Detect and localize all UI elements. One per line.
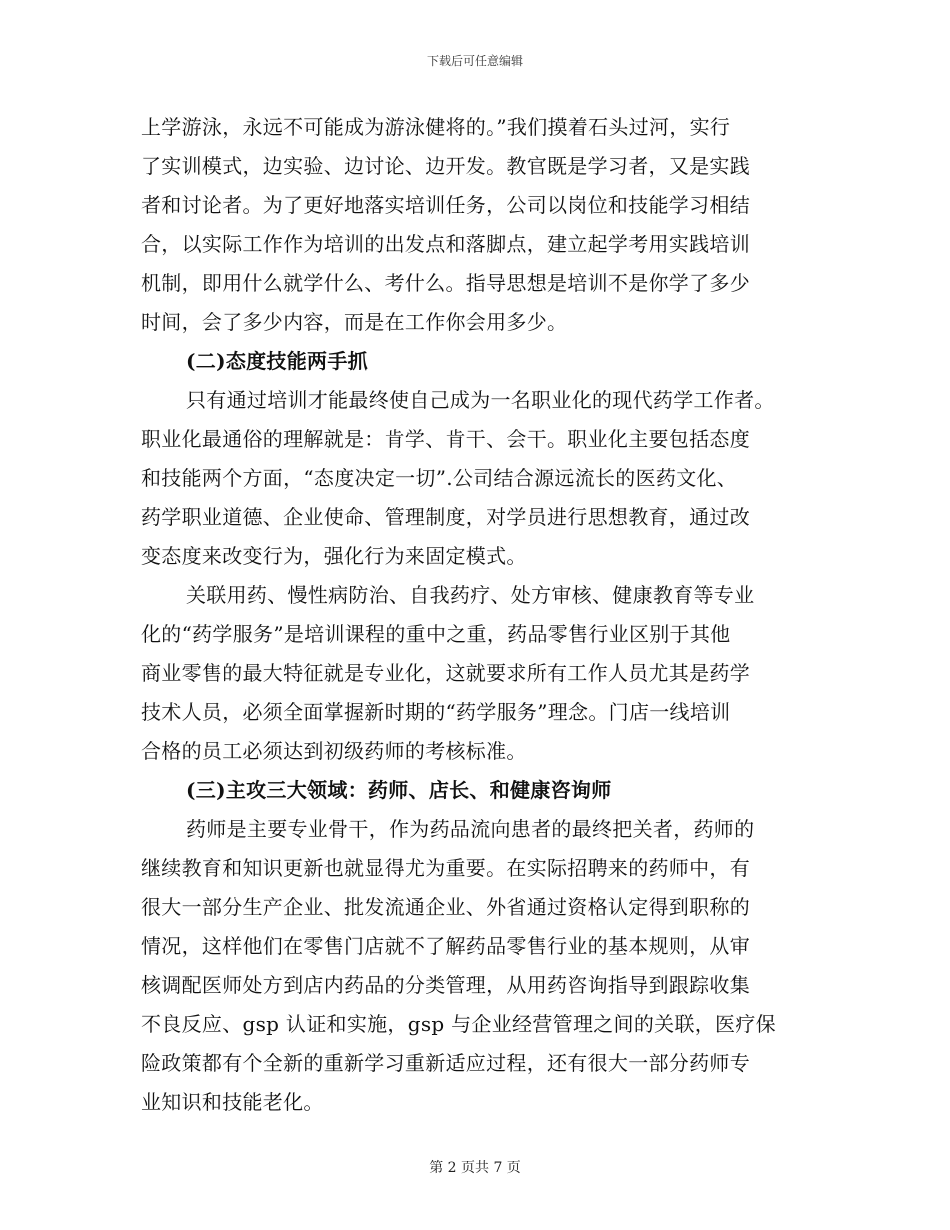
paragraph-line: 者和讨论者。为了更好地落实培训任务，公司以岗位和技能学习相结 [141, 193, 750, 217]
page-footer: 第 2 页共 7 页 [429, 1160, 521, 1176]
paragraph-line: 技术人员，必须全面掌握新时期的“药学服务”理念。门店一线培训 [141, 700, 731, 724]
paragraph-line: 核调配医师处方到店内药品的分类管理，从用药咨询指导到跟踪收集 [141, 973, 750, 997]
paragraph-line: 只有通过培训才能最终使自己成为一名职业化的现代药学工作者。 [186, 388, 775, 412]
paragraph-line: 合，以实际工作作为培训的出发点和落脚点，建立起学考用实践培训 [141, 232, 750, 256]
paragraph-line: 职业化最通俗的理解就是：肯学、肯干、会干。职业化主要包括态度 [141, 427, 750, 451]
paragraph-line: 了实训模式，边实验、边讨论、边开发。教官既是学习者，又是实践 [141, 154, 750, 178]
document-body [141, 108, 811, 1122]
paragraph-line: 继续教育和知识更新也就显得尤为重要。在实际招聘来的药师中，有 [141, 856, 750, 880]
paragraph-line: 合格的员工必须达到初级药师的考核标准。 [141, 739, 527, 763]
paragraph-line: 不良反应、gsp 认证和实施，gsp 与企业经营管理之间的关联，医疗保 [141, 1012, 776, 1036]
paragraph-line: 变态度来改变行为，强化行为来固定模式。 [141, 544, 527, 568]
paragraph-line: 化的“药学服务”是培训课程的重中之重，药品零售行业区别于其他 [141, 622, 731, 646]
paragraph-line: 药师是主要专业骨干，作为药品流向患者的最终把关者，药师的 [186, 817, 755, 841]
page-header: 下载后可任意编辑 [426, 54, 523, 68]
paragraph-line: 商业零售的最大特征就是专业化，这就要求所有工作人员尤其是药学 [141, 661, 750, 685]
paragraph-line: 药学职业道德、企业使命、管理制度，对学员进行思想教育，通过改 [141, 505, 750, 529]
paragraph-line: 情况，这样他们在零售门店就不了解药品零售行业的基本规则，从审 [141, 934, 750, 958]
paragraph-line: 关联用药、慢性病防治、自我药疗、处方审核、健康教育等专业 [186, 583, 755, 607]
paragraph-line: 时间，会了多少内容，而是在工作你会用多少。 [141, 310, 568, 334]
section-heading: (三)主攻三大领域：药师、店长、和健康咨询师 [186, 778, 612, 802]
paragraph-line: 很大一部分生产企业、批发流通企业、外省通过资格认定得到职称的 [141, 895, 750, 919]
paragraph-line: 险政策都有个全新的重新学习重新适应过程，还有很大一部分药师专 [141, 1051, 750, 1075]
paragraph-line: 上学游泳，永远不可能成为游泳健将的。”我们摸着石头过河，实行 [141, 115, 731, 139]
paragraph-line: 业知识和技能老化。 [141, 1090, 324, 1114]
paragraph-line: 和技能两个方面，“态度决定一切”.公司结合源远流长的医药文化、 [141, 466, 738, 490]
paragraph-line: 机制，即用什么就学什么、考什么。指导思想是培训不是你学了多少 [141, 271, 750, 295]
section-heading: (二)态度技能两手抓 [186, 349, 368, 373]
